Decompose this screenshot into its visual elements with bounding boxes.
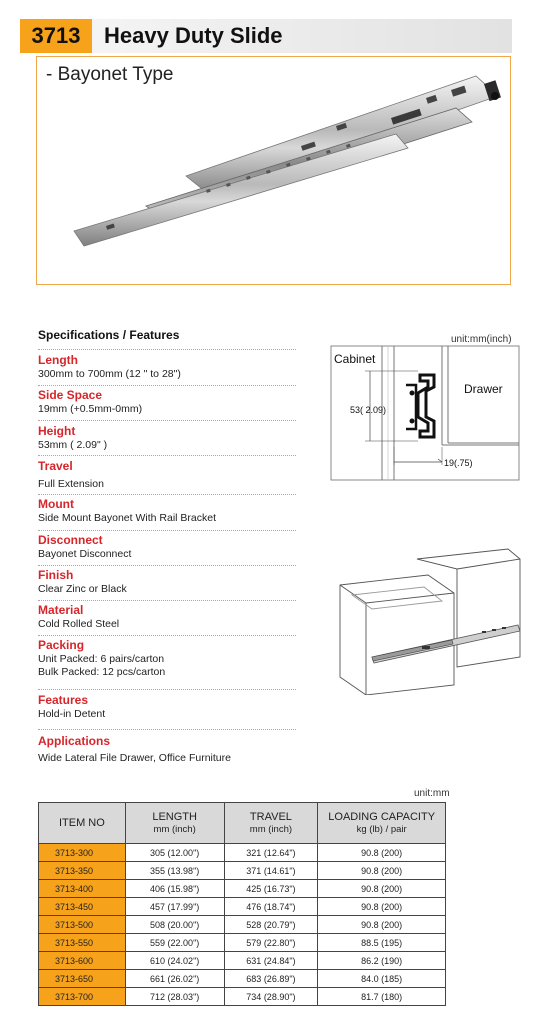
cabinet-label: Cabinet	[334, 352, 376, 366]
spec-label: Finish	[38, 568, 74, 582]
spec-travel	[38, 459, 296, 491]
length-cell: 355 (13.98")	[125, 862, 224, 880]
capacity-cell: 90.8 (200)	[318, 916, 446, 934]
product-subtitle: - Bayonet Type	[46, 64, 174, 85]
spec-label: Mount	[38, 497, 74, 511]
spec-mount	[38, 497, 296, 525]
item-no-cell: 3713-550	[39, 934, 126, 952]
spec-value: 53mm ( 2.09" )	[38, 439, 108, 451]
slide-illustration	[36, 56, 511, 285]
table-row	[39, 952, 446, 970]
spec-applications	[38, 734, 296, 765]
item-no-cell: 3713-500	[39, 916, 126, 934]
table-row	[39, 934, 446, 952]
spec-material	[38, 603, 296, 631]
capacity-cell: 84.0 (185)	[318, 970, 446, 988]
spec-value: Side Mount Bayonet With Rail Bracket	[38, 512, 216, 524]
table-row	[39, 844, 446, 862]
spec-value: 19mm (+0.5mm-0mm)	[38, 403, 143, 415]
length-cell: 712 (28.03")	[125, 988, 224, 1006]
capacity-cell: 90.8 (200)	[318, 898, 446, 916]
table-row	[39, 988, 446, 1006]
capacity-cell: 90.8 (200)	[318, 844, 446, 862]
spec-length	[38, 353, 296, 381]
table-row	[39, 898, 446, 916]
spec-height	[38, 424, 296, 452]
header-loading-capacity: LOADING CAPACITY kg (lb) / pair	[318, 803, 446, 844]
travel-cell: 734 (28.90")	[224, 988, 318, 1006]
spec-value: Wide Lateral File Drawer, Office Furniture	[38, 752, 231, 764]
spec-label: Travel	[38, 459, 73, 473]
spec-label: Packing	[38, 638, 85, 652]
height-dimension: 53( 2.09)	[350, 405, 387, 415]
item-no-cell: 3713-600	[39, 952, 126, 970]
capacity-cell: 88.5 (195)	[318, 934, 446, 952]
spec-finish	[38, 568, 296, 596]
travel-cell: 371 (14.61")	[224, 862, 318, 880]
travel-cell: 631 (24.84")	[224, 952, 318, 970]
travel-cell: 321 (12.64")	[224, 844, 318, 862]
item-no-cell: 3713-300	[39, 844, 126, 862]
header-item-no: ITEM NO	[39, 803, 126, 844]
travel-cell: 425 (16.73")	[224, 880, 318, 898]
item-no-cell: 3713-400	[39, 880, 126, 898]
spec-label: Length	[38, 353, 78, 367]
spec-side-space	[38, 388, 296, 416]
item-no-cell: 3713-350	[39, 862, 126, 880]
table-row	[39, 970, 446, 988]
item-no-cell: 3713-700	[39, 988, 126, 1006]
spec-label: Height	[38, 424, 76, 438]
specifications-heading: Specifications / Features	[38, 328, 180, 342]
length-cell: 305 (12.00")	[125, 844, 224, 862]
length-cell: 559 (22.00")	[125, 934, 224, 952]
spec-value: Hold-in Detent	[38, 708, 106, 720]
spec-label: Applications	[38, 734, 111, 748]
capacity-cell: 81.7 (180)	[318, 988, 446, 1006]
capacity-cell: 86.2 (190)	[318, 952, 446, 970]
spec-label: Features	[38, 693, 89, 707]
table-unit-label: unit:mm	[414, 788, 450, 799]
length-cell: 457 (17.99")	[125, 898, 224, 916]
drawer-label: Drawer	[464, 382, 503, 396]
travel-cell: 476 (18.74")	[224, 898, 318, 916]
spec-label: Disconnect	[38, 533, 103, 547]
header-travel: TRAVEL mm (inch)	[224, 803, 318, 844]
diagram-unit-label: unit:mm(inch)	[451, 334, 512, 345]
cross-section-diagram	[330, 345, 522, 483]
table-row	[39, 862, 446, 880]
specification-table	[38, 802, 446, 1006]
spec-value: Unit Packed: 6 pairs/carton	[38, 653, 165, 665]
travel-cell: 683 (26.89")	[224, 970, 318, 988]
length-cell: 661 (26.02")	[125, 970, 224, 988]
drawer-installation-diagram	[332, 545, 522, 695]
spec-features	[38, 693, 296, 721]
table-row	[39, 916, 446, 934]
length-cell: 508 (20.00")	[125, 916, 224, 934]
table-row	[39, 880, 446, 898]
travel-cell: 528 (20.79")	[224, 916, 318, 934]
length-cell: 406 (15.98")	[125, 880, 224, 898]
capacity-cell: 90.8 (200)	[318, 862, 446, 880]
spec-value: Full Extension	[38, 478, 104, 490]
spec-disconnect	[38, 533, 296, 561]
spec-value-2: Bulk Packed: 12 pcs/carton	[38, 666, 166, 678]
spec-label: Side Space	[38, 388, 103, 402]
header-length: LENGTH mm (inch)	[125, 803, 224, 844]
length-cell: 610 (24.02")	[125, 952, 224, 970]
product-title: Heavy Duty Slide	[92, 19, 512, 53]
spec-label: Material	[38, 603, 84, 617]
spec-value: Clear Zinc or Black	[38, 583, 127, 595]
item-no-cell: 3713-650	[39, 970, 126, 988]
product-code: 3713	[20, 19, 92, 53]
item-no-cell: 3713-450	[39, 898, 126, 916]
capacity-cell: 90.8 (200)	[318, 880, 446, 898]
spec-value: 300mm to 700mm (12 " to 28")	[38, 368, 181, 380]
spec-value: Bayonet Disconnect	[38, 548, 132, 560]
side-space-dimension: 19(.75)	[444, 458, 473, 468]
travel-cell: 579 (22.80")	[224, 934, 318, 952]
spec-value: Cold Rolled Steel	[38, 618, 120, 630]
table-header-row	[39, 803, 446, 844]
spec-packing	[38, 638, 296, 679]
